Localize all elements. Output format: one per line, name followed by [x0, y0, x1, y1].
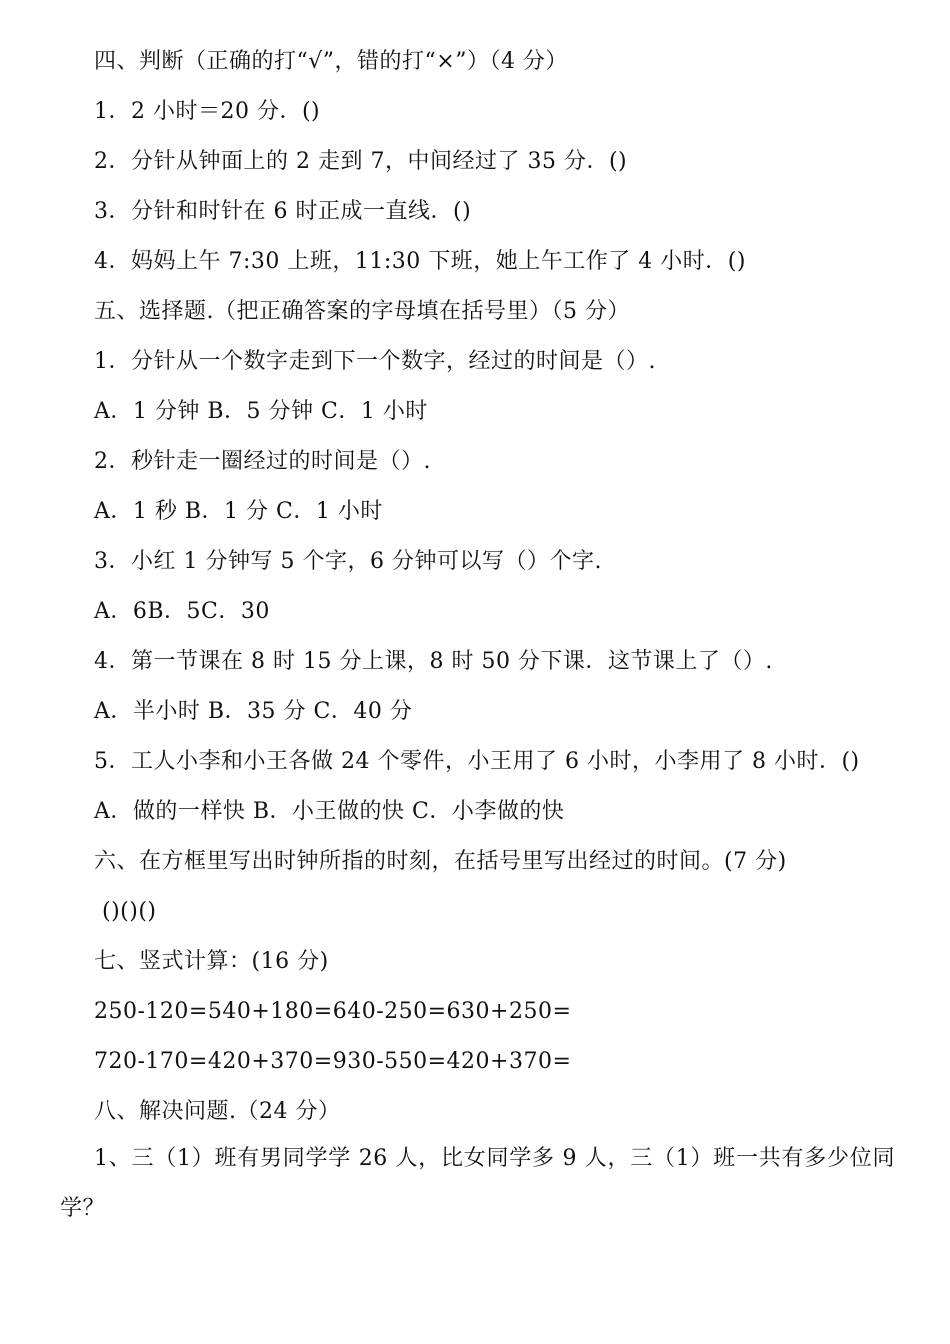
- choice-options-3: A．6B．5C．30: [94, 599, 270, 624]
- section-5-heading: 五、选择题.（把正确答案的字母填在括号里）（5 分）: [94, 299, 630, 324]
- section-6-heading: 六、在方框里写出时钟所指的时刻，在括号里写出经过的时间。(7 分): [94, 849, 787, 874]
- section-7-heading: 七、竖式计算：(16 分): [94, 949, 329, 974]
- calc-row-2: 720-170=420+370=930-550=420+370=: [94, 1049, 572, 1074]
- choice-question-4: 4．第一节课在 8 时 15 分上课，8 时 50 分下课．这节课上了（）.: [94, 649, 773, 674]
- judge-item-1: 1．2 小时＝20 分．(): [94, 99, 321, 124]
- choice-options-5: A．做的一样快 B．小王做的快 C．小李做的快: [94, 799, 565, 824]
- choice-options-2: A．1 秒 B．1 分 C．1 小时: [94, 499, 383, 524]
- judge-item-4: 4．妈妈上午 7:30 上班，11:30 下班，她上午工作了 4 小时．(): [94, 249, 746, 274]
- section-4-heading: 四、判断（正确的打“√”，错的打“×”）（4 分）: [94, 49, 568, 74]
- choice-question-1: 1．分针从一个数字走到下一个数字，经过的时间是（）.: [94, 349, 656, 374]
- choice-question-3: 3．小红 1 分钟写 5 个字，6 分钟可以写（）个字.: [94, 549, 602, 574]
- clock-answer-blanks: ()()(): [102, 899, 157, 924]
- choice-question-5: 5．工人小李和小王各做 24 个零件，小王用了 6 小时，小李用了 8 小时．(): [94, 749, 860, 774]
- word-problem-1: 1、三（1）班有男同学学 26 人，比女同学多 9 人，三（1）班一共有多少位同学？: [60, 1146, 895, 1221]
- choice-question-2: 2．秒针走一圈经过的时间是（）.: [94, 449, 431, 474]
- choice-options-1: A．1 分钟 B．5 分钟 C．1 小时: [94, 399, 428, 424]
- section-8-heading: 八、解决问题.（24 分）: [94, 1099, 341, 1124]
- choice-options-4: A．半小时 B．35 分 C．40 分: [94, 699, 413, 724]
- judge-item-3: 3．分针和时针在 6 时正成一直线．(): [94, 199, 472, 224]
- calc-row-1: 250-120=540+180=640-250=630+250=: [94, 999, 572, 1024]
- judge-item-2: 2．分针从钟面上的 2 走到 7，中间经过了 35 分．(): [94, 149, 628, 174]
